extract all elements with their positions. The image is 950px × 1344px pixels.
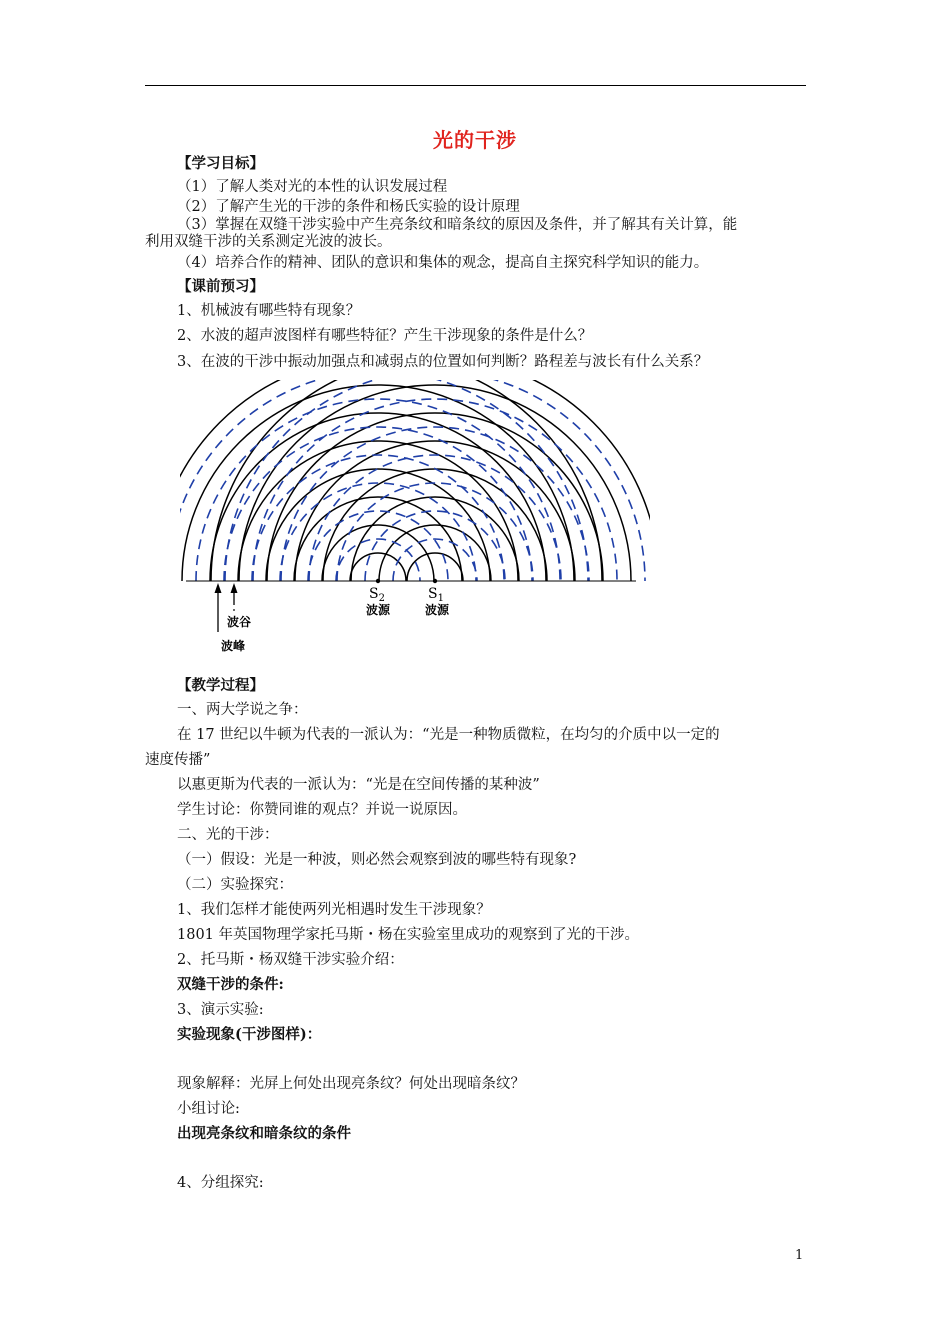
- process-line-14: 现象解释：光屏上何处出现亮条纹？何处出现暗条纹？: [177, 1076, 525, 1092]
- goal-item-4: （4）培养合作的精神、团队的意识和集体的观念，提高自主探究科学知识的能力。: [177, 255, 709, 271]
- preview-item-3: 3、在波的干涉中振动加强点和减弱点的位置如何判断？路程差与波长有什么关系？: [177, 354, 709, 370]
- process-line-17: 4、分组探究:: [177, 1175, 264, 1191]
- trough-arrowhead: [231, 583, 238, 593]
- goal-item-3-cont: 利用双缝干涉的关系测定光波的波长。: [145, 234, 392, 250]
- process-line-10: 2、托马斯・杨双缝干涉实验介绍：: [177, 952, 404, 968]
- process-line-15: 小组讨论:: [177, 1101, 240, 1117]
- process-line-4: 学生讨论：你赞同谁的观点？并说一说原因。: [177, 802, 467, 818]
- process-line-2a: 在 17 世纪以牛顿为代表的一派认为：“光是一种物质微粒，在均匀的介质中以一定的: [177, 727, 720, 743]
- process-line-2b: 速度传播”: [145, 752, 211, 768]
- trough-marker: [233, 609, 235, 611]
- preview-item-2: 2、水波的超声波图样有哪些特征？产生干涉现象的条件是什么？: [177, 328, 593, 344]
- process-line-9: 1801 年英国物理学家托马斯・杨在实验室里成功的观察到了光的干涉。: [177, 927, 640, 943]
- goals-heading: 【学习目标】: [177, 155, 264, 172]
- source-s1-dot: [433, 579, 437, 583]
- crest-label: 波峰: [221, 639, 246, 653]
- process-line-13: 实验现象(干涉图样)：: [177, 1026, 322, 1043]
- s1-label: $S_1$: [428, 586, 444, 604]
- preview-item-1: 1、机械波有哪些特有现象？: [177, 303, 361, 319]
- process-line-7: （二）实验探究：: [177, 877, 293, 893]
- process-line-5: 二、光的干涉：: [177, 827, 279, 843]
- goal-item-2: （2）了解产生光的干涉的条件和杨氏实验的设计原理: [177, 199, 520, 215]
- goal-item-3: （3）掌握在双缝干涉实验中产生亮条纹和暗条纹的原因及条件，并了解其有关计算，能: [177, 217, 738, 233]
- crest-arc-s1-8: [211, 380, 650, 581]
- s2-label: $S_2$: [369, 586, 385, 604]
- crest-arc-s1-1: [407, 553, 463, 581]
- process-line-6: （一）假设：光是一种波，则必然会观察到波的哪些特有现象?: [177, 852, 577, 868]
- page-title: 光的干涉: [433, 128, 517, 152]
- goal-item-1: （1）了解人类对光的本性的认识发展过程: [177, 179, 448, 195]
- trough-arcs: [180, 380, 645, 581]
- process-line-11: 双缝干涉的条件:: [177, 976, 284, 993]
- header-rule: [145, 85, 806, 86]
- process-line-1: 一、两大学说之争：: [177, 702, 308, 718]
- interference-diagram: [180, 380, 650, 665]
- s2-sub-label: 波源: [366, 603, 391, 617]
- page-number: 1: [795, 1248, 804, 1263]
- crest-arrowhead: [215, 583, 222, 593]
- process-line-16: 出现亮条纹和暗条纹的条件: [177, 1125, 351, 1142]
- source-s2-dot: [376, 579, 380, 583]
- crest-arc-s2-1: [350, 553, 406, 581]
- trough-arc-s1-7: [225, 380, 645, 581]
- s1-sub-label: 波源: [425, 603, 450, 617]
- trough-label: 波谷: [227, 615, 252, 629]
- process-line-12: 3、演示实验:: [177, 1002, 264, 1018]
- process-line-8: 1、我们怎样才能使两列光相遇时发生干涉现象？: [177, 902, 491, 918]
- preview-heading: 【课前预习】: [177, 278, 264, 295]
- process-line-3: 以惠更斯为代表的一派认为：“光是在空间传播的某种波”: [177, 777, 540, 793]
- process-heading: 【教学过程】: [177, 677, 264, 694]
